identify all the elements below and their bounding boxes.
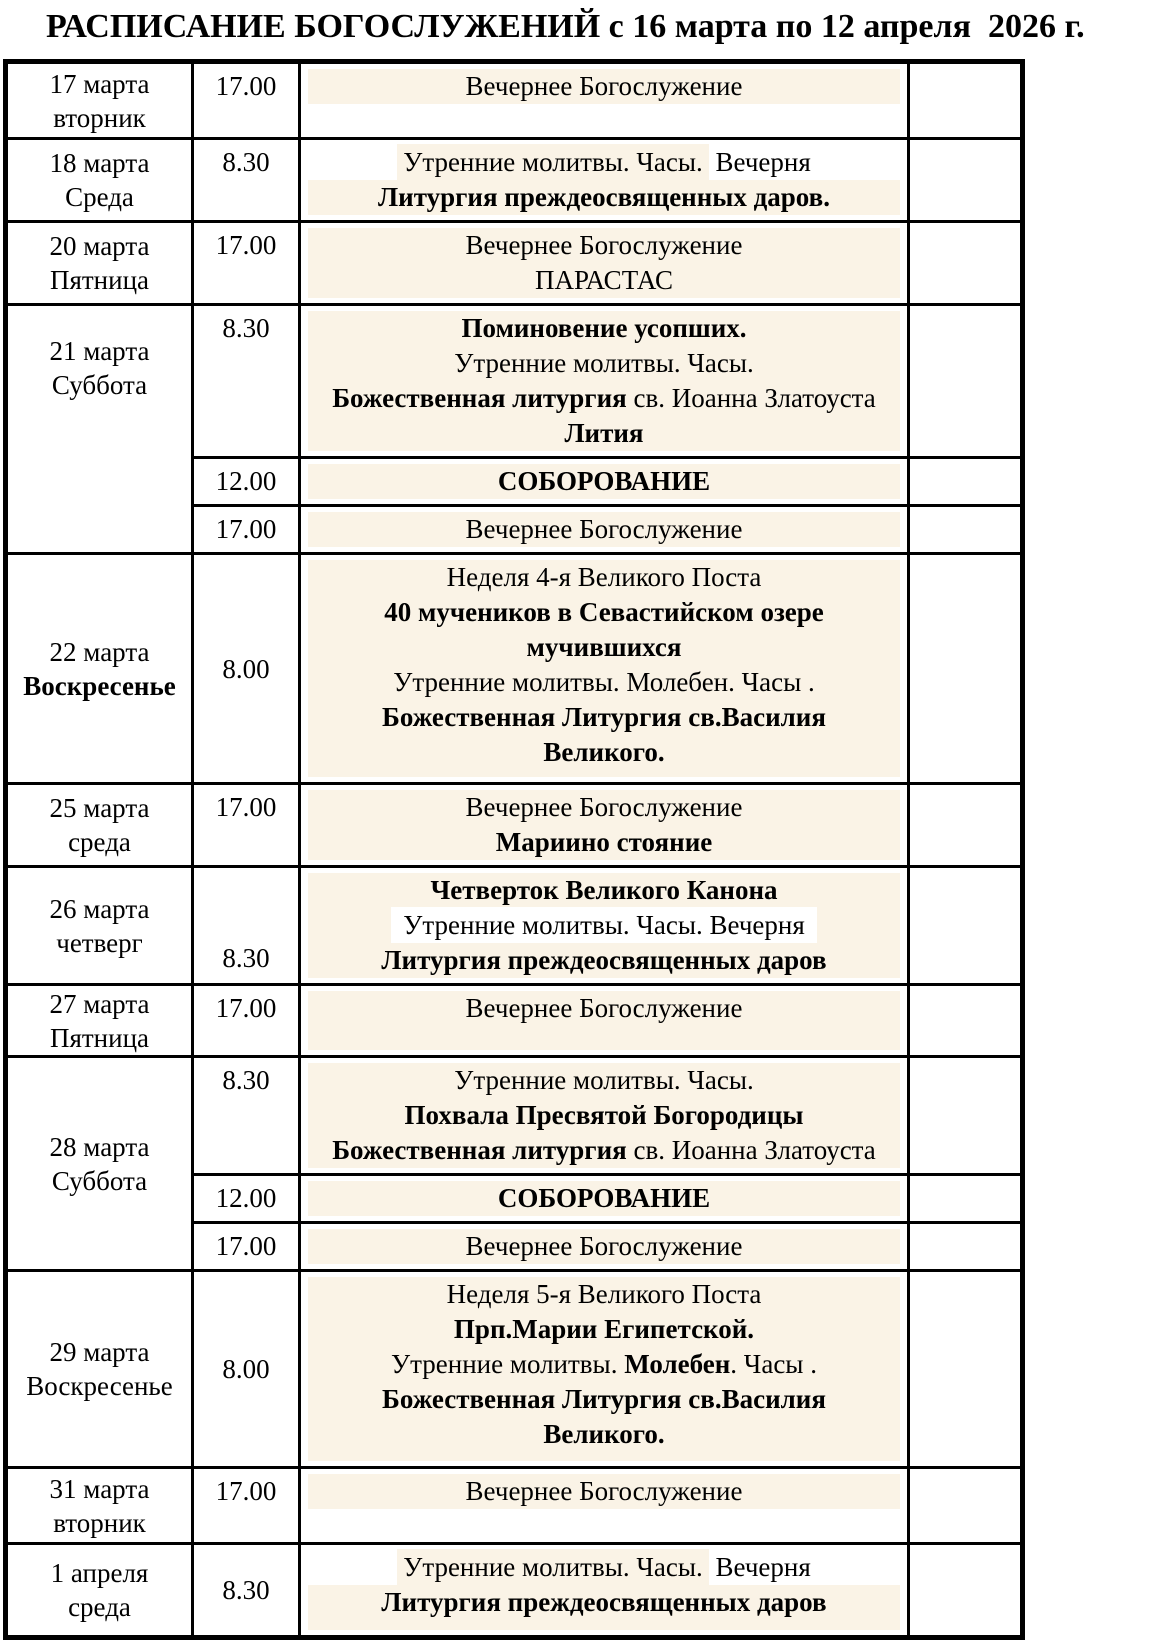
date-cell — [6, 1468, 193, 1544]
service-cell — [300, 985, 909, 1057]
schedule-row — [6, 1468, 1023, 1544]
date-cell — [6, 1544, 193, 1638]
service-text: ПАРАСТАС — [534, 265, 674, 295]
service-text: Божественная литургия — [332, 383, 627, 413]
schedule-row — [6, 1271, 1023, 1468]
service-text: . Часы . — [730, 1349, 817, 1379]
service-text: Поминовение усопших. — [461, 313, 747, 343]
date-text: четверг — [56, 927, 143, 958]
notes-cell — [909, 506, 1023, 554]
schedule-table — [3, 59, 1025, 1640]
notes-cell — [909, 1223, 1023, 1271]
schedule-row — [6, 867, 1023, 985]
service-text: Утренние молитвы. Часы. — [397, 144, 709, 180]
service-text: мучившихся — [526, 632, 682, 662]
date-text: 17 марта — [49, 68, 150, 99]
time-cell: 8.30 — [193, 305, 300, 458]
notes-cell — [909, 985, 1023, 1057]
service-cell — [300, 1175, 909, 1223]
service-cell-inner — [308, 1474, 900, 1537]
service-cell-inner — [308, 228, 900, 298]
time-cell: 17.00 — [193, 784, 300, 867]
service-cell — [300, 222, 909, 305]
service-text: Четверток Великого Канона — [430, 875, 778, 905]
service-cell — [300, 458, 909, 506]
service-line — [308, 1063, 900, 1098]
service-line — [308, 1312, 900, 1347]
date-text: 21 марта — [49, 336, 150, 366]
service-text: СОБОРОВАНИЕ — [497, 1183, 711, 1213]
time-cell: 8.00 — [193, 1271, 300, 1468]
date-text: Пятница — [49, 265, 150, 295]
service-text: Утренние молитвы. Часы. Вечерня — [391, 907, 817, 943]
date-cell — [6, 784, 193, 867]
service-cell-inner — [308, 512, 900, 547]
date-text: 25 марта — [49, 793, 150, 823]
service-text: Утренние молитвы. Часы. — [397, 1549, 709, 1585]
date-text: 22 марта — [49, 636, 150, 667]
time-cell: 12.00 — [193, 458, 300, 506]
service-cell-inner — [308, 1550, 900, 1630]
service-line — [308, 735, 900, 770]
service-cell-inner — [308, 145, 900, 215]
service-line — [308, 1347, 900, 1382]
service-cell — [300, 1544, 909, 1638]
service-cell — [300, 1223, 909, 1271]
service-cell — [300, 305, 909, 458]
service-text: Божественная литургия — [332, 1135, 627, 1165]
service-cell — [300, 867, 909, 985]
date-text: 1 апреля — [50, 1558, 149, 1588]
service-line — [308, 311, 900, 346]
service-text: Литургия преждеосвященных даров — [381, 945, 827, 975]
notes-cell — [909, 554, 1023, 784]
service-cell-inner — [308, 991, 900, 1050]
service-text: 40 мучеников в Севастийском озере — [384, 597, 824, 627]
service-line — [308, 1181, 900, 1216]
time-cell: 8.30 — [193, 867, 300, 985]
service-text: Вечерня — [708, 147, 811, 177]
time-cell: 17.00 — [193, 506, 300, 554]
date-text: 27 марта — [49, 988, 150, 1019]
service-text: Вечернее Богослужение — [465, 792, 743, 822]
time-cell: 12.00 — [193, 1175, 300, 1223]
time-cell: 8.30 — [193, 1544, 300, 1638]
date-cell — [6, 867, 193, 985]
date-text: Суббота — [51, 370, 148, 400]
service-cell-inner — [308, 560, 900, 777]
schedule-row — [6, 305, 1023, 458]
service-text: Литургия преждеосвященных даров. — [378, 182, 830, 212]
schedule-row — [6, 62, 1023, 139]
service-cell-inner — [308, 311, 900, 451]
schedule-row — [6, 1057, 1023, 1175]
time-cell: 8.30 — [193, 139, 300, 222]
date-text: Воскресенье — [26, 1371, 173, 1401]
service-cell-inner — [308, 1229, 900, 1264]
service-text: св. Иоанна Златоуста — [626, 383, 876, 413]
notes-cell — [909, 458, 1023, 506]
date-text: среда — [68, 1592, 131, 1622]
service-text: Вечернее Богослужение — [465, 230, 743, 260]
service-cell-inner — [308, 1063, 900, 1168]
service-text: Вечернее Богослужение — [465, 514, 743, 544]
notes-cell — [909, 1057, 1023, 1175]
date-cell — [6, 985, 193, 1057]
service-text: Похвала Пресвятой Богородицы — [404, 1100, 804, 1130]
service-text: Утренние молитвы. — [391, 1349, 625, 1379]
service-text: СОБОРОВАНИЕ — [497, 466, 711, 496]
schedule-row — [6, 222, 1023, 305]
notes-cell — [909, 305, 1023, 458]
date-text: среда — [68, 827, 131, 857]
service-text: Утренние молитвы. Молебен. Часы . — [393, 667, 815, 697]
service-cell — [300, 1468, 909, 1544]
service-text: Божественная Литургия св.Василия — [382, 702, 826, 732]
notes-cell — [909, 62, 1023, 139]
service-text: Божественная Литургия св.Василия — [382, 1384, 826, 1414]
service-cell — [300, 1271, 909, 1468]
service-line — [308, 1585, 900, 1630]
schedule-row — [6, 554, 1023, 784]
date-text: вторник — [53, 102, 146, 133]
service-line — [308, 700, 900, 735]
notes-cell — [909, 1271, 1023, 1468]
date-text: Пятница — [49, 1022, 150, 1053]
time-cell: 17.00 — [193, 1223, 300, 1271]
schedule-body — [6, 62, 1023, 1638]
service-line — [308, 560, 900, 595]
service-cell-inner — [308, 873, 900, 978]
service-line — [308, 991, 900, 1026]
notes-cell — [909, 867, 1023, 985]
service-text: Мариино стояние — [495, 827, 713, 857]
service-line — [308, 1229, 900, 1264]
service-line — [308, 665, 900, 700]
time-cell: 17.00 — [193, 1468, 300, 1544]
time-cell: 17.00 — [193, 62, 300, 139]
service-line — [308, 595, 900, 630]
service-text: Лития — [564, 418, 644, 448]
notes-cell — [909, 1175, 1023, 1223]
schedule-row — [6, 985, 1023, 1057]
service-text: Великого. — [543, 737, 665, 767]
time-cell: 8.00 — [193, 554, 300, 784]
service-line — [308, 416, 900, 451]
service-text: Молебен — [624, 1349, 731, 1379]
service-cell — [300, 1057, 909, 1175]
date-cell — [6, 554, 193, 784]
service-text: Утренние молитвы. Часы. — [454, 348, 754, 378]
date-text: Суббота — [51, 1165, 148, 1196]
service-line — [308, 464, 900, 499]
service-line — [308, 69, 900, 104]
time-cell: 8.30 — [193, 1057, 300, 1175]
date-text: 26 марта — [49, 893, 150, 924]
notes-cell — [909, 222, 1023, 305]
notes-cell — [909, 1544, 1023, 1638]
service-line — [308, 1382, 900, 1417]
service-text: Вечернее Богослужение — [465, 71, 743, 101]
service-text: Литургия преждеосвященных даров — [381, 1587, 827, 1617]
date-cell — [6, 222, 193, 305]
service-text: Вечернее Богослужение — [465, 993, 743, 1023]
service-cell — [300, 139, 909, 222]
time-cell: 17.00 — [193, 222, 300, 305]
service-line — [308, 180, 900, 215]
schedule-row — [6, 784, 1023, 867]
date-cell — [6, 139, 193, 222]
notes-cell — [909, 139, 1023, 222]
service-cell-inner — [308, 69, 900, 132]
date-cell — [6, 1057, 193, 1271]
service-line — [308, 381, 900, 416]
date-text: 31 марта — [49, 1473, 150, 1504]
service-line — [308, 630, 900, 665]
notes-cell — [909, 1468, 1023, 1544]
service-line — [308, 1277, 900, 1312]
notes-cell — [909, 784, 1023, 867]
service-cell-inner — [308, 1277, 900, 1461]
service-line — [308, 263, 900, 298]
service-line — [308, 943, 900, 978]
service-text: Вечернее Богослужение — [465, 1476, 743, 1506]
date-cell — [6, 305, 193, 554]
service-cell — [300, 506, 909, 554]
service-line — [308, 1098, 900, 1133]
service-text: Прп.Марии Египетской. — [453, 1314, 755, 1344]
service-cell-inner — [308, 464, 900, 499]
service-line — [308, 1550, 900, 1585]
date-text: 18 марта — [49, 148, 150, 178]
date-text: 28 марта — [49, 1131, 150, 1162]
date-text: вторник — [53, 1507, 146, 1538]
schedule-row — [6, 139, 1023, 222]
service-line — [308, 873, 900, 908]
service-text: Вечернее Богослужение — [465, 1231, 743, 1261]
service-line — [308, 145, 900, 180]
service-cell-inner — [308, 790, 900, 860]
service-line — [308, 346, 900, 381]
service-text: Вечерня — [708, 1552, 811, 1582]
service-text: Великого. — [543, 1419, 665, 1449]
service-cell — [300, 62, 909, 139]
time-cell: 17.00 — [193, 985, 300, 1057]
service-line — [308, 1417, 900, 1452]
service-line — [308, 1133, 900, 1168]
date-cell — [6, 62, 193, 139]
service-cell-inner — [308, 1181, 900, 1216]
service-text: св. Иоанна Златоуста — [626, 1135, 876, 1165]
service-text: Неделя 5-я Великого Поста — [446, 1279, 762, 1309]
date-text: 20 марта — [49, 231, 150, 261]
service-line — [308, 512, 900, 547]
date-text: Среда — [65, 182, 134, 212]
service-line — [308, 908, 900, 943]
service-cell — [300, 554, 909, 784]
date-text: Воскресенье — [23, 670, 176, 701]
service-cell — [300, 784, 909, 867]
service-text: Утренние молитвы. Часы. — [454, 1065, 754, 1095]
service-line — [308, 790, 900, 825]
service-line — [308, 1474, 900, 1509]
service-line — [308, 825, 900, 860]
date-cell — [6, 1271, 193, 1468]
service-line — [308, 228, 900, 263]
schedule-row — [6, 1544, 1023, 1638]
date-text: 29 марта — [49, 1337, 150, 1367]
page-title: РАСПИСАНИЕ БОГОСЛУЖЕНИЙ с 16 марта по 12 апреля 2026 г. — [46, 8, 1085, 45]
service-text: Неделя 4-я Великого Поста — [446, 562, 762, 592]
